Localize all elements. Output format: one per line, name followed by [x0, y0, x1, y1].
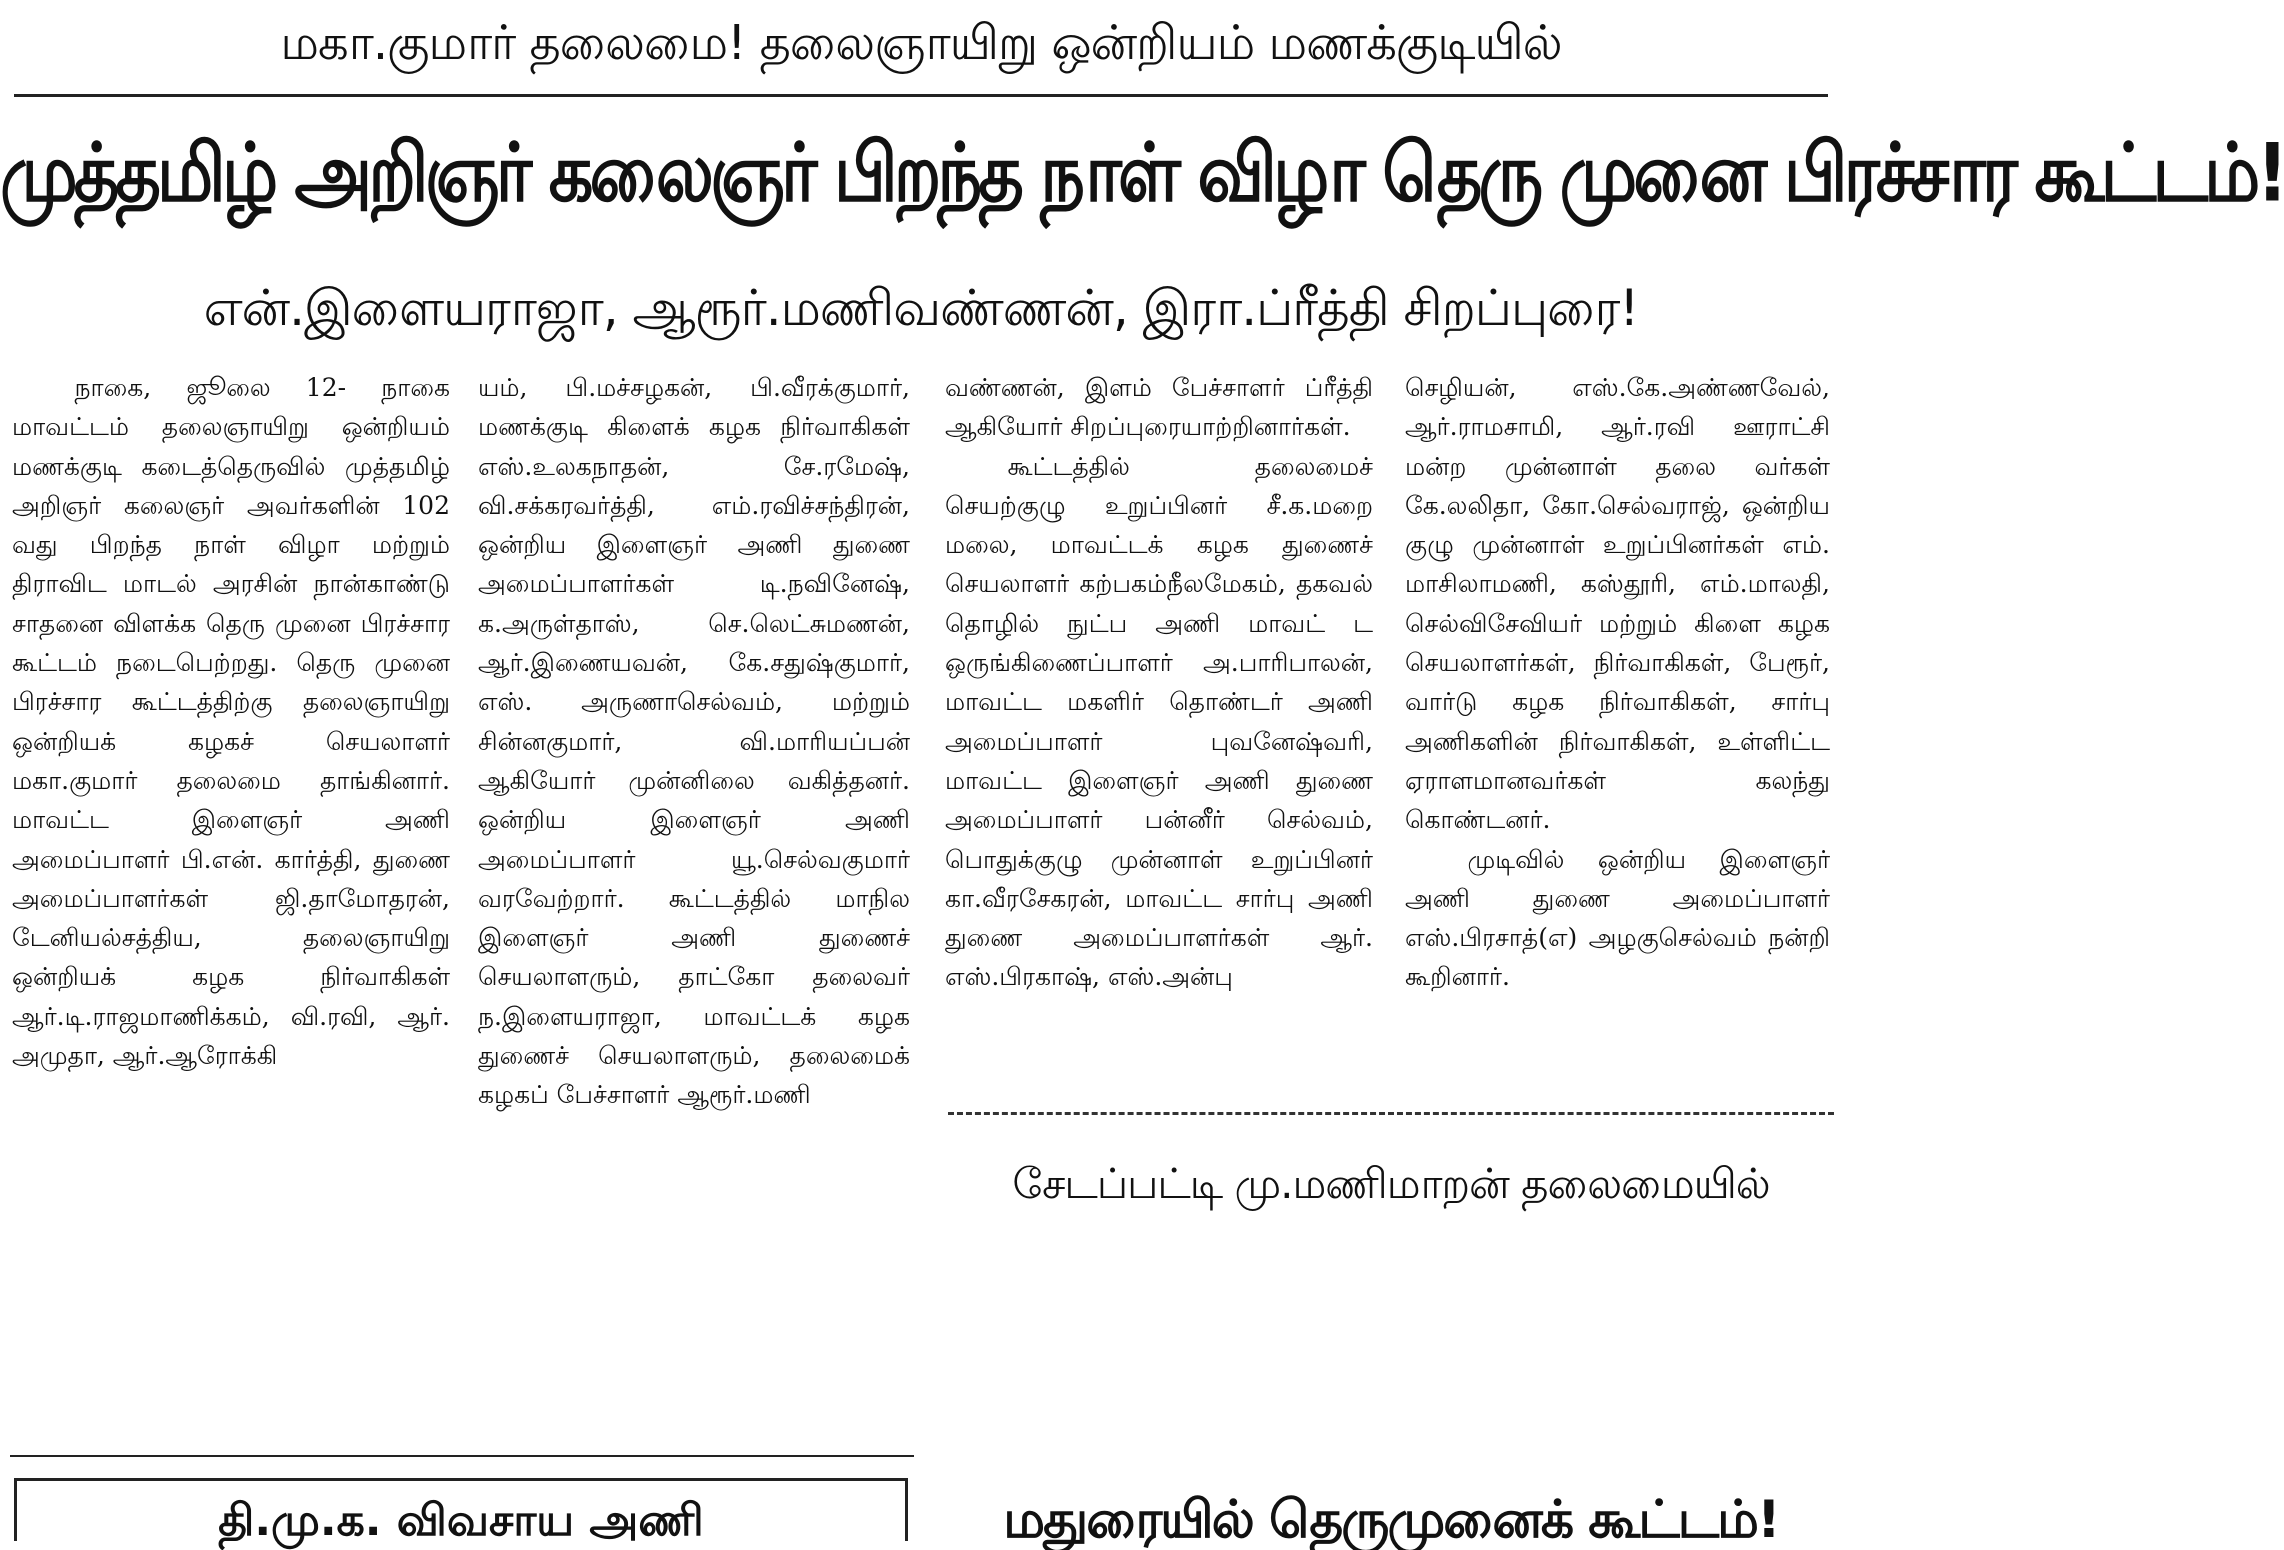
article-paragraph: வண்ணன், இளம் பேச்சாளர் ப்ரீத்தி ஆகியோர் சிறப்புரையாற்றினார்கள். — [945, 373, 1373, 442]
article-paragraph: யம், பி.மச்சழகன், பி.வீரக்குமார், மணக்குடி கிளைக் கழக நிர்வாகிகள் எஸ்.உலகநாதன், சே.ரமேஷ், வி.சக்கரவர்த்தி, எம்.ரவிச்சந்திரன், ஒன்றிய இளைஞர் அணி துணை அமைப்பாளர்கள் டி.நவினேஷ், க.அருள்தாஸ், செ.லெட்சுமணன், ஆர்.இணையவன், கே.சதுஷ்குமார், எஸ். அருணாசெல்வம், மற்றும் சின்னகுமார், வி.மாரியப்பன் ஆகியோர் முன்னிலை வகித்தனர். ஒன்றிய இளைஞர் அணி அமைப்பாளர் யூ.செல்வகுமார் வரவேற்றார். கூட்டத்தில் மாநில இளைஞர் அணி துணைச் செயலாளரும், தாட்கோ தலைவர் ந.இளையராஜா, மாவட்டக் கழக துணைச் செயலாளரும், தலைமைக் கழகப் பேச்சாளர் ஆரூர்.மணி — [478, 373, 910, 1110]
column-rule — [10, 1455, 914, 1457]
story-headline: முத்தமிழ் அறிஞர் கலைஞர் பிறந்த நாள் விழா தெரு முனை பிரச்சார கூட்டம்! — [0, 125, 2284, 221]
story-subhead: என்.இளையராஜா, ஆரூர்.மணிவண்ணன், இரா.ப்ரீத்தி சிறப்புரை! — [203, 279, 1639, 337]
kicker-rule — [14, 94, 1828, 97]
second-story-headline — [948, 1482, 1834, 1550]
article-column-1 — [12, 368, 450, 1453]
article-column-3 — [945, 368, 1373, 1068]
second-story-kicker: சேடப்பட்டி மு.மணிமாறன் தலைமையில் — [1012, 1159, 1770, 1208]
second-story-headline-text: மதுரையில் தெருமுனைக் கூட்டம்! — [1003, 1490, 1779, 1550]
story-separator — [948, 1112, 1834, 1115]
story-kicker: மகா.குமார் தலைமை! தலைஞாயிறு ஒன்றியம் மணக்குடியில் — [280, 15, 1562, 71]
article-paragraph: கூட்டத்தில் தலைமைச் செயற்குழு உறுப்பினர் சீ.க.மறை மலை, மாவட்டக் கழக துணைச் செயலாளர் கற்பகம்நீலமேகம், தகவல் தொழில் நுட்ப அணி மாவட் ட ஒருங்கிணைப்பாளர் அ.பாரிபாலன், மாவட்ட மகளிர் தொண்டர் அணி அமைப்பாளர் புவனேஷ்வரி, மாவட்ட இளைஞர் அணி துணை அமைப்பாளர் பன்னீர் செல்வம், பொதுக்குழு முன்னாள் உறுப்பினர் கா.வீரசேகரன், மாவட்ட சார்பு அணி துணை அமைப்பாளர்கள் ஆர். எஸ்.பிரகாஷ், எஸ்.அன்பு — [945, 451, 1373, 992]
article-column-2 — [478, 368, 910, 1453]
bottom-story-box — [14, 1478, 908, 1546]
article-paragraph: முடிவில் ஒன்றிய இளைஞர் அணி துணை அமைப்பாளர் எஸ்.பிரசாத்(எ) அழகுசெல்வம் நன்றி கூறினார். — [1405, 844, 1830, 992]
bottom-box-headline: தி.மு.க. விவசாய அணி — [218, 1495, 704, 1546]
article-paragraph: நாகை, ஜூலை 12- நாகை மாவட்டம் தலைஞாயிறு ஒன்றியம் மணக்குடி கடைத்தெருவில் முத்தமிழ் அறிஞர் கலைஞர் அவர்களின் 102 வது பிறந்த நாள் விழா மற்றும் திராவிட மாடல் அரசின் நான்காண்டு சாதனை விளக்க தெரு முனை பிரச்சார கூட்டம் நடைபெற்றது. தெரு முனை பிரச்சார கூட்டத்திற்கு தலைஞாயிறு ஒன்றியக் கழகச் செயலாளர் மகா.குமார் தலைமை தாங்கினார். மாவட்ட இளைஞர் அணி அமைப்பாளர் பி.என். கார்த்தி, துணை அமைப்பாளர்கள் ஜி.தாமோதரன், டேனியல்சத்திய, தலைஞாயிறு ஒன்றியக் கழக நிர்வாகிகள் ஆர்.டி.ராஜமாணிக்கம், வி.ரவி, ஆர். அமுதா, ஆர்.ஆரோக்கி — [12, 373, 450, 1071]
article-paragraph: செழியன், எஸ்.கே.அண்ணவேல், ஆர்.ராமசாமி, ஆர்.ரவி ஊராட்சி மன்ற முன்னாள் தலை வர்கள் கே.லலிதா, கோ.செல்வராஜ், ஒன்றிய குழு முன்னாள் உறுப்பினர்கள் எம். மாசிலாமணி, கஸ்தூரி, எம்.மாலதி, செல்விசேவியர் மற்றும் கிளை கழக செயலாளர்கள், நிர்வாகிகள், பேரூர், வார்டு கழக நிர்வாகிகள், சார்பு அணிகளின் நிர்வாகிகள், உள்ளிட்ட ஏராளமானவர்கள் கலந்து கொண்டனர். — [1405, 373, 1830, 835]
article-column-4 — [1405, 368, 1830, 1453]
